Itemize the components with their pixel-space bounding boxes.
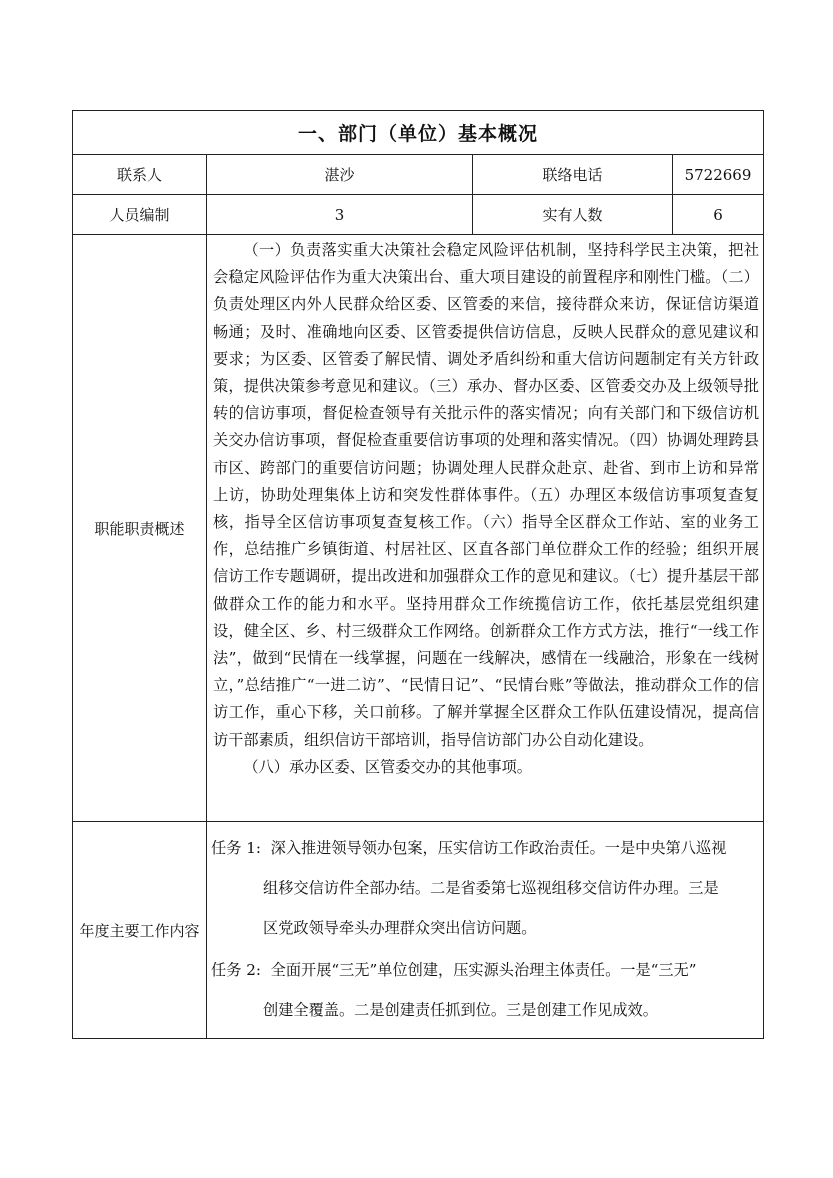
actual-staff-value: 6 — [713, 205, 723, 224]
duties-paragraph: （一）负责落实重大决策社会稳定风险评估机制，坚持科学民主决策，把社会稳定风险评估作为重大决策出台、重大项目建设的前置程序和刚性门槛。（二）负责处理区内外人民群众给区委、区管委的来信，接待群众来访，保证信访渠道畅通；及时、准确地向区委、区管委提供信访信息，反映人民群众的意见建议和要求；为区委、区管委了解民情、调处矛盾纠纷和重大信访问题制定有关方针政策，提供决策参考意见和建议。（三）承办、督办区委、区管委交办及上级领导批转的信访事项，督促检查领导有关批示件的落实情况；向有关部门和下级信访机关交办信访事项，督促检查重要信访事项的处理和落实情况。（四）协调处理跨县市区、跨部门的重要信访问题；协调处理人民群众赴京、赴省、到市上访和异常上访，协助处理集体上访和突发性群体事件。（五）办理区本级信访事项复查复核，指导全区信访事项复查复核工作。（六）指导全区群众工作站、室的业务工作，总结推广乡镇街道、村居社区、区直各部门单位群众工作的经验；组织开展信访工作专题调研，提出改进和加强群众工作的意见和建议。（七）提升基层干部做群众工作的能力和水平。坚持用群众工作统揽信访工作，依托基层党组织建设，健全区、乡、村三级群众工作网络。创新群众工作方式方法，推行“一线工作法”，做到“民情在一线掌握，问题在一线解决，感情在一线融洽，形象在一线树立，”总结推广“一进二访”、“民情日记”、“民情台账”等做法，推动群众工作的信访工作，重心下移，关口前移。了解并掌握全区群众工作队伍建设情况，提高信访干部素质，组织信访干部培训，指导信访部门办公自动化建设。 — [213, 241, 759, 749]
task-item — [211, 828, 759, 948]
task-line — [211, 950, 759, 990]
duties-row — [73, 235, 763, 822]
section-title: 一、部门（单位）基本概况 — [297, 123, 538, 145]
staff-quota-value: 3 — [207, 195, 473, 234]
phone-label: 联络电话 — [473, 155, 673, 194]
duties-content — [207, 235, 763, 821]
task-line: 区党政领导牵头办理群众突出信访问题。 — [263, 919, 537, 937]
task-prefix: 任务 1: — [211, 839, 261, 857]
task-prefix: 任务 2: — [211, 961, 261, 979]
task-item — [211, 950, 759, 1030]
task-line — [211, 828, 759, 868]
task-line: 组移交信访件全部办结。二是省委第七巡视组移交信访件办理。三是 — [263, 879, 719, 897]
title-row — [73, 111, 763, 155]
staff-quota-label: 人员编制 — [73, 195, 207, 234]
phone-value: 5722669 — [684, 165, 752, 184]
contact-value: 湛沙 — [207, 155, 473, 194]
contact-label: 联系人 — [73, 155, 207, 194]
duties-paragraph: （八）承办区委、区管委交办的其他事项。 — [243, 757, 532, 776]
task-text: 全面开展“三无”单位创建，压实源头治理主体责任。一是“三无” — [270, 961, 697, 979]
task-text: 深入推进领导领办包案，压实信访工作政治责任。一是中央第八巡视 — [270, 839, 727, 857]
annual-work-content — [207, 822, 763, 1038]
annual-work-label: 年度主要工作内容 — [73, 822, 207, 1038]
staff-row — [73, 195, 763, 235]
actual-staff-label: 实有人数 — [473, 195, 673, 234]
duties-label: 职能职责概述 — [73, 235, 207, 821]
annual-work-row — [73, 822, 763, 1038]
contact-row — [73, 155, 763, 195]
department-overview-table — [72, 110, 764, 1039]
task-line: 创建全覆盖。二是创建责任抓到位。三是创建工作见成效。 — [263, 1001, 658, 1019]
